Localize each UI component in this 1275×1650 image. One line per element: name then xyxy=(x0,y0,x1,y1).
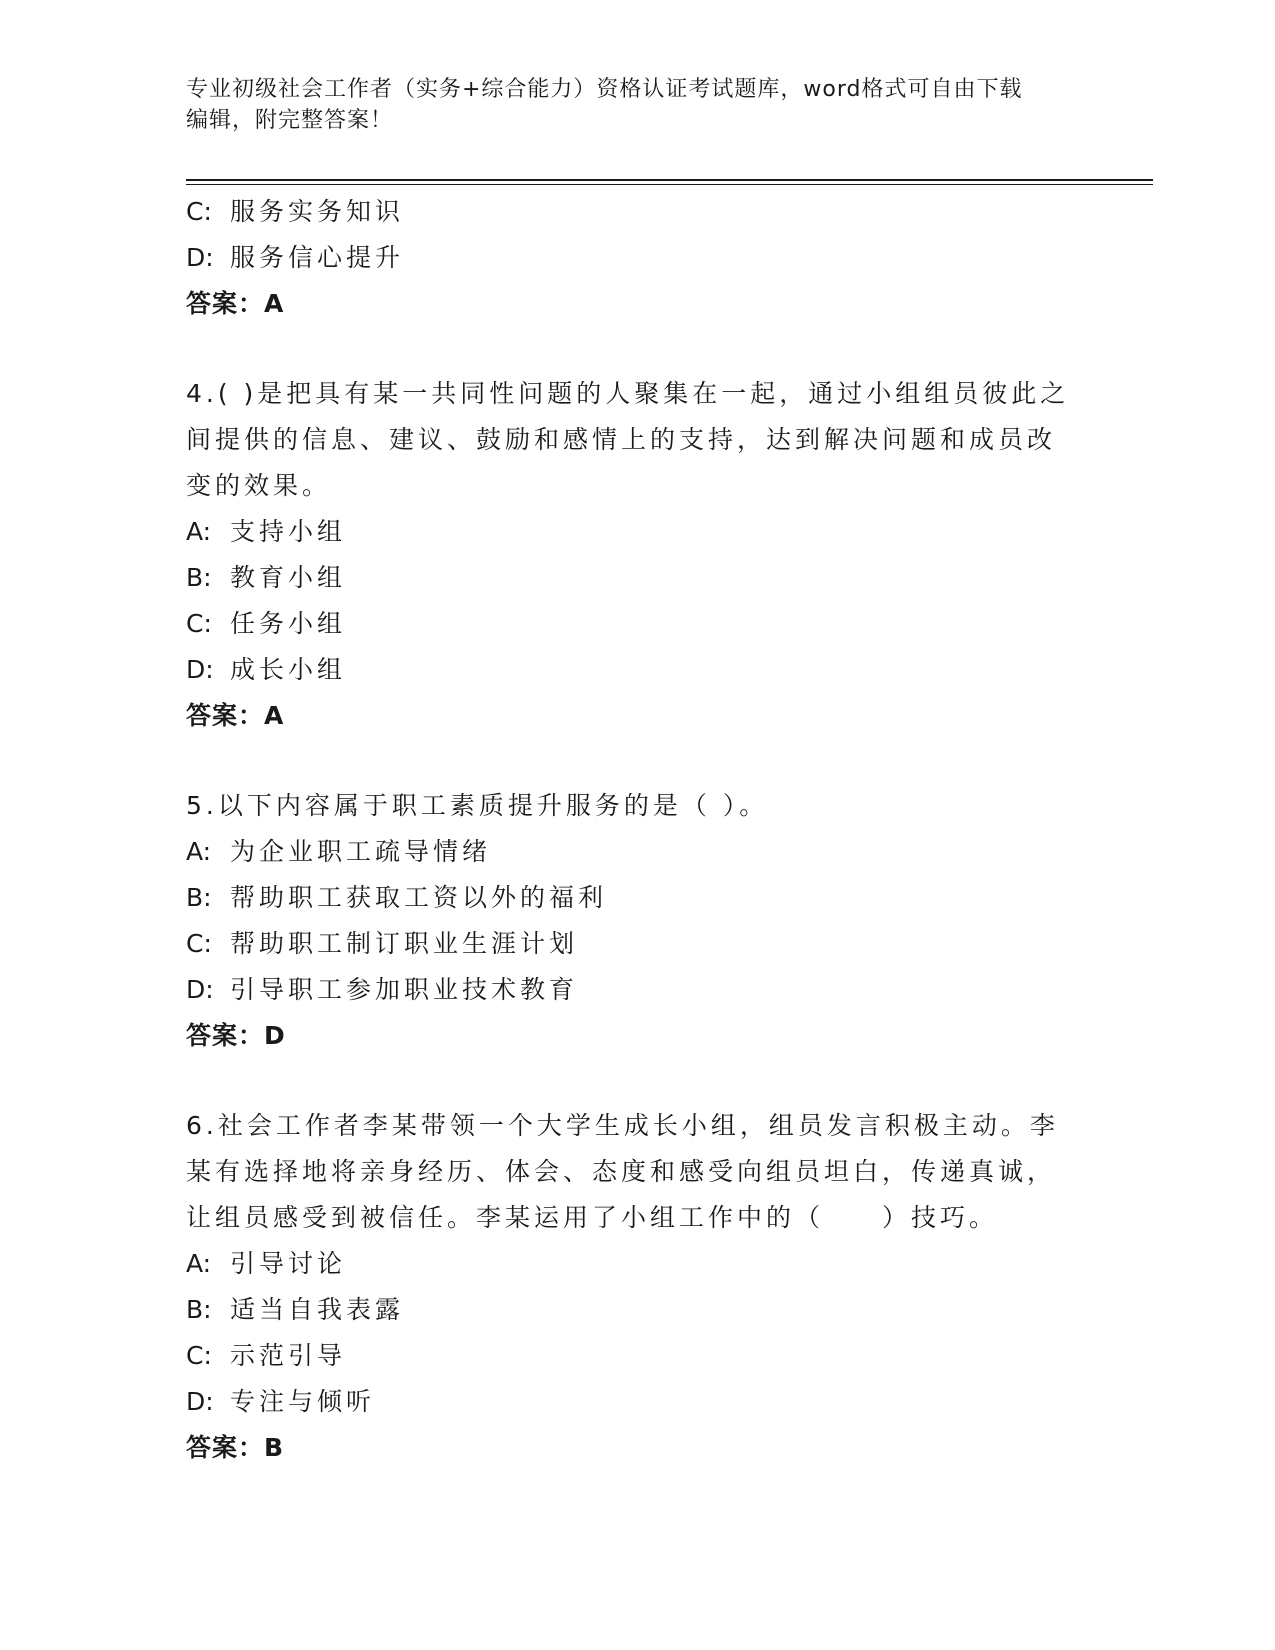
question-stem-line: 4.( )是把具有某一共同性问题的人聚集在一起，通过小组组员彼此之 xyxy=(186,379,1070,408)
option-letter: C: xyxy=(186,929,212,958)
option-text: 任务小组 xyxy=(230,609,347,638)
option-letter: D: xyxy=(186,655,214,684)
question-4 xyxy=(186,371,1086,739)
option-letter: D: xyxy=(186,1387,214,1416)
question-5 xyxy=(186,783,1086,1059)
option-text: 服务实务知识 xyxy=(230,197,405,226)
option-letter: B: xyxy=(186,883,212,912)
option-text: 引导职工参加职业技术教育 xyxy=(230,975,579,1004)
option-text: 帮助职工制订职业生涯计划 xyxy=(230,929,579,958)
question-stem-line: 6.社会工作者李某带领一个大学生成长小组，组员发言积极主动。李 xyxy=(186,1111,1059,1140)
option-text: 引导讨论 xyxy=(230,1249,347,1278)
question-stem-line: 让组员感受到被信任。李某运用了小组工作中的（ ）技巧。 xyxy=(186,1203,999,1232)
option-d xyxy=(186,967,1086,1013)
option-b xyxy=(186,875,1086,921)
option-letter: D: xyxy=(186,975,214,1004)
option-text: 支持小组 xyxy=(230,517,347,546)
question-stem-line: 变的效果。 xyxy=(186,471,332,500)
answer-line: 答案：B xyxy=(186,1433,285,1462)
option-a xyxy=(186,509,1086,555)
option-letter: B: xyxy=(186,1295,212,1324)
option-letter: C: xyxy=(186,1341,212,1370)
document-header xyxy=(186,74,1086,136)
question-stem-line: 间提供的信息、建议、鼓励和感情上的支持，达到解决问题和成员改 xyxy=(186,425,1057,454)
option-c xyxy=(186,189,1086,235)
question-6 xyxy=(186,1103,1086,1471)
answer-line: 答案：D xyxy=(186,1021,286,1050)
option-text: 专注与倾听 xyxy=(230,1387,376,1416)
option-b xyxy=(186,555,1086,601)
option-b xyxy=(186,1287,1086,1333)
option-letter: A: xyxy=(186,1249,212,1278)
option-letter: A: xyxy=(186,517,212,546)
option-d xyxy=(186,1379,1086,1425)
option-text: 服务信心提升 xyxy=(230,243,405,272)
header-line-2: 编辑，附完整答案！ xyxy=(186,108,394,133)
document-body xyxy=(186,189,1086,1471)
question-stem-line: 某有选择地将亲身经历、体会、态度和感受向组员坦白，传递真诚， xyxy=(186,1157,1057,1186)
option-c xyxy=(186,1333,1086,1379)
header-divider-thick xyxy=(186,179,1153,181)
option-text: 帮助职工获取工资以外的福利 xyxy=(230,883,608,912)
option-letter: D: xyxy=(186,243,214,272)
option-text: 为企业职工疏导情绪 xyxy=(230,837,492,866)
option-letter: C: xyxy=(186,609,212,638)
answer-line: 答案：A xyxy=(186,289,285,318)
option-c xyxy=(186,921,1086,967)
option-a xyxy=(186,829,1086,875)
option-d xyxy=(186,647,1086,693)
option-letter: A: xyxy=(186,837,212,866)
option-text: 教育小组 xyxy=(230,563,347,592)
question-stem-line: 5.以下内容属于职工素质提升服务的是（ ）。 xyxy=(186,791,769,820)
option-letter: C: xyxy=(186,197,212,226)
header-line-1: 专业初级社会工作者（实务+综合能力）资格认证考试题库，word格式可自由下载 xyxy=(186,77,1023,102)
option-letter: B: xyxy=(186,563,212,592)
option-c xyxy=(186,601,1086,647)
option-text: 示范引导 xyxy=(230,1341,347,1370)
option-text: 成长小组 xyxy=(230,655,347,684)
option-text: 适当自我表露 xyxy=(230,1295,405,1324)
option-a xyxy=(186,1241,1086,1287)
continued-question xyxy=(186,189,1086,327)
answer-line: 答案：A xyxy=(186,701,285,730)
option-d xyxy=(186,235,1086,281)
header-divider-thin xyxy=(186,184,1153,185)
